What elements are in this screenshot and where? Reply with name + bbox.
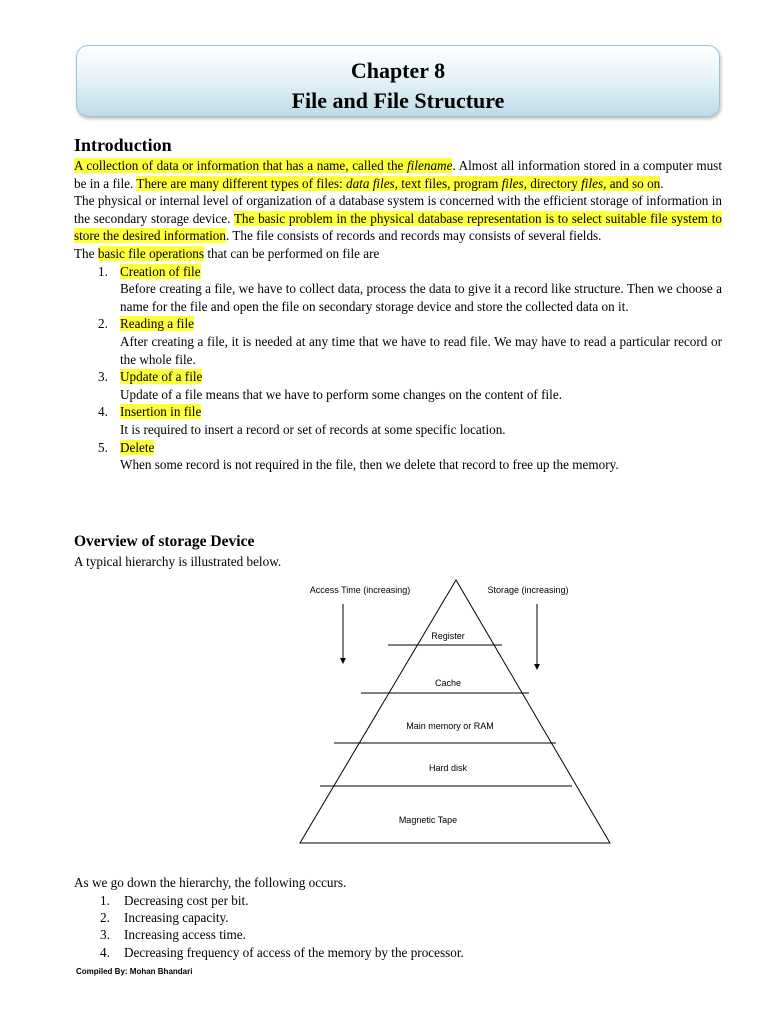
item-text: Decreasing frequency of access of the memory by the processor. xyxy=(124,944,464,960)
storage-heading: Overview of storage Device xyxy=(74,533,255,550)
item-number: 1. xyxy=(100,892,110,908)
item-number: 4. xyxy=(98,404,108,420)
list-item xyxy=(74,909,722,926)
highlight-basic-ops: basic file operations xyxy=(97,245,205,261)
highlight-basic-problem: The basic problem in the physical database representation is to select suitable file system to store the desired information xyxy=(74,210,722,244)
operation-description: It is required to insert a record or set of records at some specific location. xyxy=(120,421,506,437)
item-text: Increasing capacity. xyxy=(124,910,229,925)
operation-title: Update of a file xyxy=(120,369,203,385)
file-operations-list xyxy=(74,263,722,474)
level-register: Register xyxy=(431,631,465,641)
hierarchy-effects-list xyxy=(74,892,722,962)
list-item xyxy=(74,263,722,316)
list-item xyxy=(74,944,722,961)
item-number: 1. xyxy=(98,263,108,279)
highlight-files-1: files, xyxy=(501,175,527,191)
hierarchy-intro: As we go down the hierarchy, the following occurs. xyxy=(74,875,347,890)
intro-period: . xyxy=(660,175,664,191)
list-item xyxy=(74,315,722,368)
storage-arrow-head xyxy=(534,664,540,670)
intro-text-4: The xyxy=(74,245,98,261)
highlight-so-on: and so on xyxy=(606,175,661,191)
introduction-section xyxy=(74,134,722,474)
chapter-title: File and File Structure xyxy=(291,88,505,113)
operation-title: Reading a file xyxy=(120,316,194,332)
highlight-types: There are many different types of files: xyxy=(136,175,346,191)
operation-description: After creating a file, it is needed at any time that we have to read file. We may have to read a particular record or the whole file. xyxy=(120,333,722,367)
storage-section xyxy=(74,531,722,571)
operation-description: Before creating a file, we have to collect data, process the data to give it a record like structure. Then we choose a name for the file and open the file on secondary storage device and store the collected data on it. xyxy=(120,281,722,314)
intro-text-3: . The file consists of records and records may consists of several fields. xyxy=(225,228,602,244)
level-cache: Cache xyxy=(434,678,462,688)
list-item xyxy=(74,439,722,474)
item-number: 3. xyxy=(100,927,110,943)
access-time-arrow-head xyxy=(340,658,346,664)
item-number: 2. xyxy=(100,910,110,925)
highlight-definition: A collection of data or information that has a name, called the xyxy=(74,158,408,173)
operation-title: Creation of file xyxy=(120,263,201,279)
introduction-heading: Introduction xyxy=(74,135,172,155)
highlight-directory: directory xyxy=(526,175,582,191)
intro-paragraph-3 xyxy=(74,245,722,263)
highlight-files-2: files, xyxy=(581,175,607,191)
intro-text-2: The physical or internal level of organization of a database system is concerned with the efficient storage of information in the secondary storage device. xyxy=(74,193,722,226)
intro-text: . Almost all information stored in a computer must be in a file. xyxy=(74,158,722,191)
operation-description: When some record is not required in the file, then we delete that record to free up the memory. xyxy=(120,457,619,473)
chapter-number: Chapter 8 xyxy=(350,58,446,83)
operation-title: Insertion in file xyxy=(120,404,202,420)
hierarchy-effects-section xyxy=(74,874,722,961)
access-time-label: Access Time (increasing) xyxy=(309,585,411,595)
item-number: 3. xyxy=(98,369,108,385)
item-number: 2. xyxy=(98,316,108,332)
item-number: 4. xyxy=(100,944,110,960)
operation-title: Delete xyxy=(120,439,155,455)
level-magnetic-tape: Magnetic Tape xyxy=(398,815,458,825)
storage-intro: A typical hierarchy is illustrated below. xyxy=(74,554,282,569)
level-main-memory: Main memory or RAM xyxy=(406,721,494,731)
list-item xyxy=(74,403,722,438)
pyramid-outline xyxy=(300,580,610,843)
item-text: Increasing access time. xyxy=(124,927,246,943)
list-item xyxy=(74,926,722,943)
intro-paragraph-2 xyxy=(74,192,722,245)
intro-text-5: that can be performed on file are xyxy=(204,245,380,261)
operation-description: Update of a file means that we have to perform some changes on the content of file. xyxy=(120,386,562,402)
intro-paragraph-1 xyxy=(74,157,722,192)
storage-hierarchy-diagram xyxy=(298,578,614,846)
item-text: Decreasing cost per bit. xyxy=(124,892,249,908)
highlight-filename: filename xyxy=(407,158,453,173)
chapter-title-banner xyxy=(76,45,720,117)
highlight-data-files: data files, xyxy=(345,175,398,191)
list-item xyxy=(74,368,722,403)
storage-label: Storage (increasing) xyxy=(487,585,569,595)
level-hard-disk: Hard disk xyxy=(428,763,468,773)
highlight-text-files: text files, program xyxy=(398,175,502,191)
item-number: 5. xyxy=(98,439,108,455)
list-item xyxy=(74,892,722,909)
footer-credit: Compiled By: Mohan Bhandari xyxy=(76,967,193,976)
